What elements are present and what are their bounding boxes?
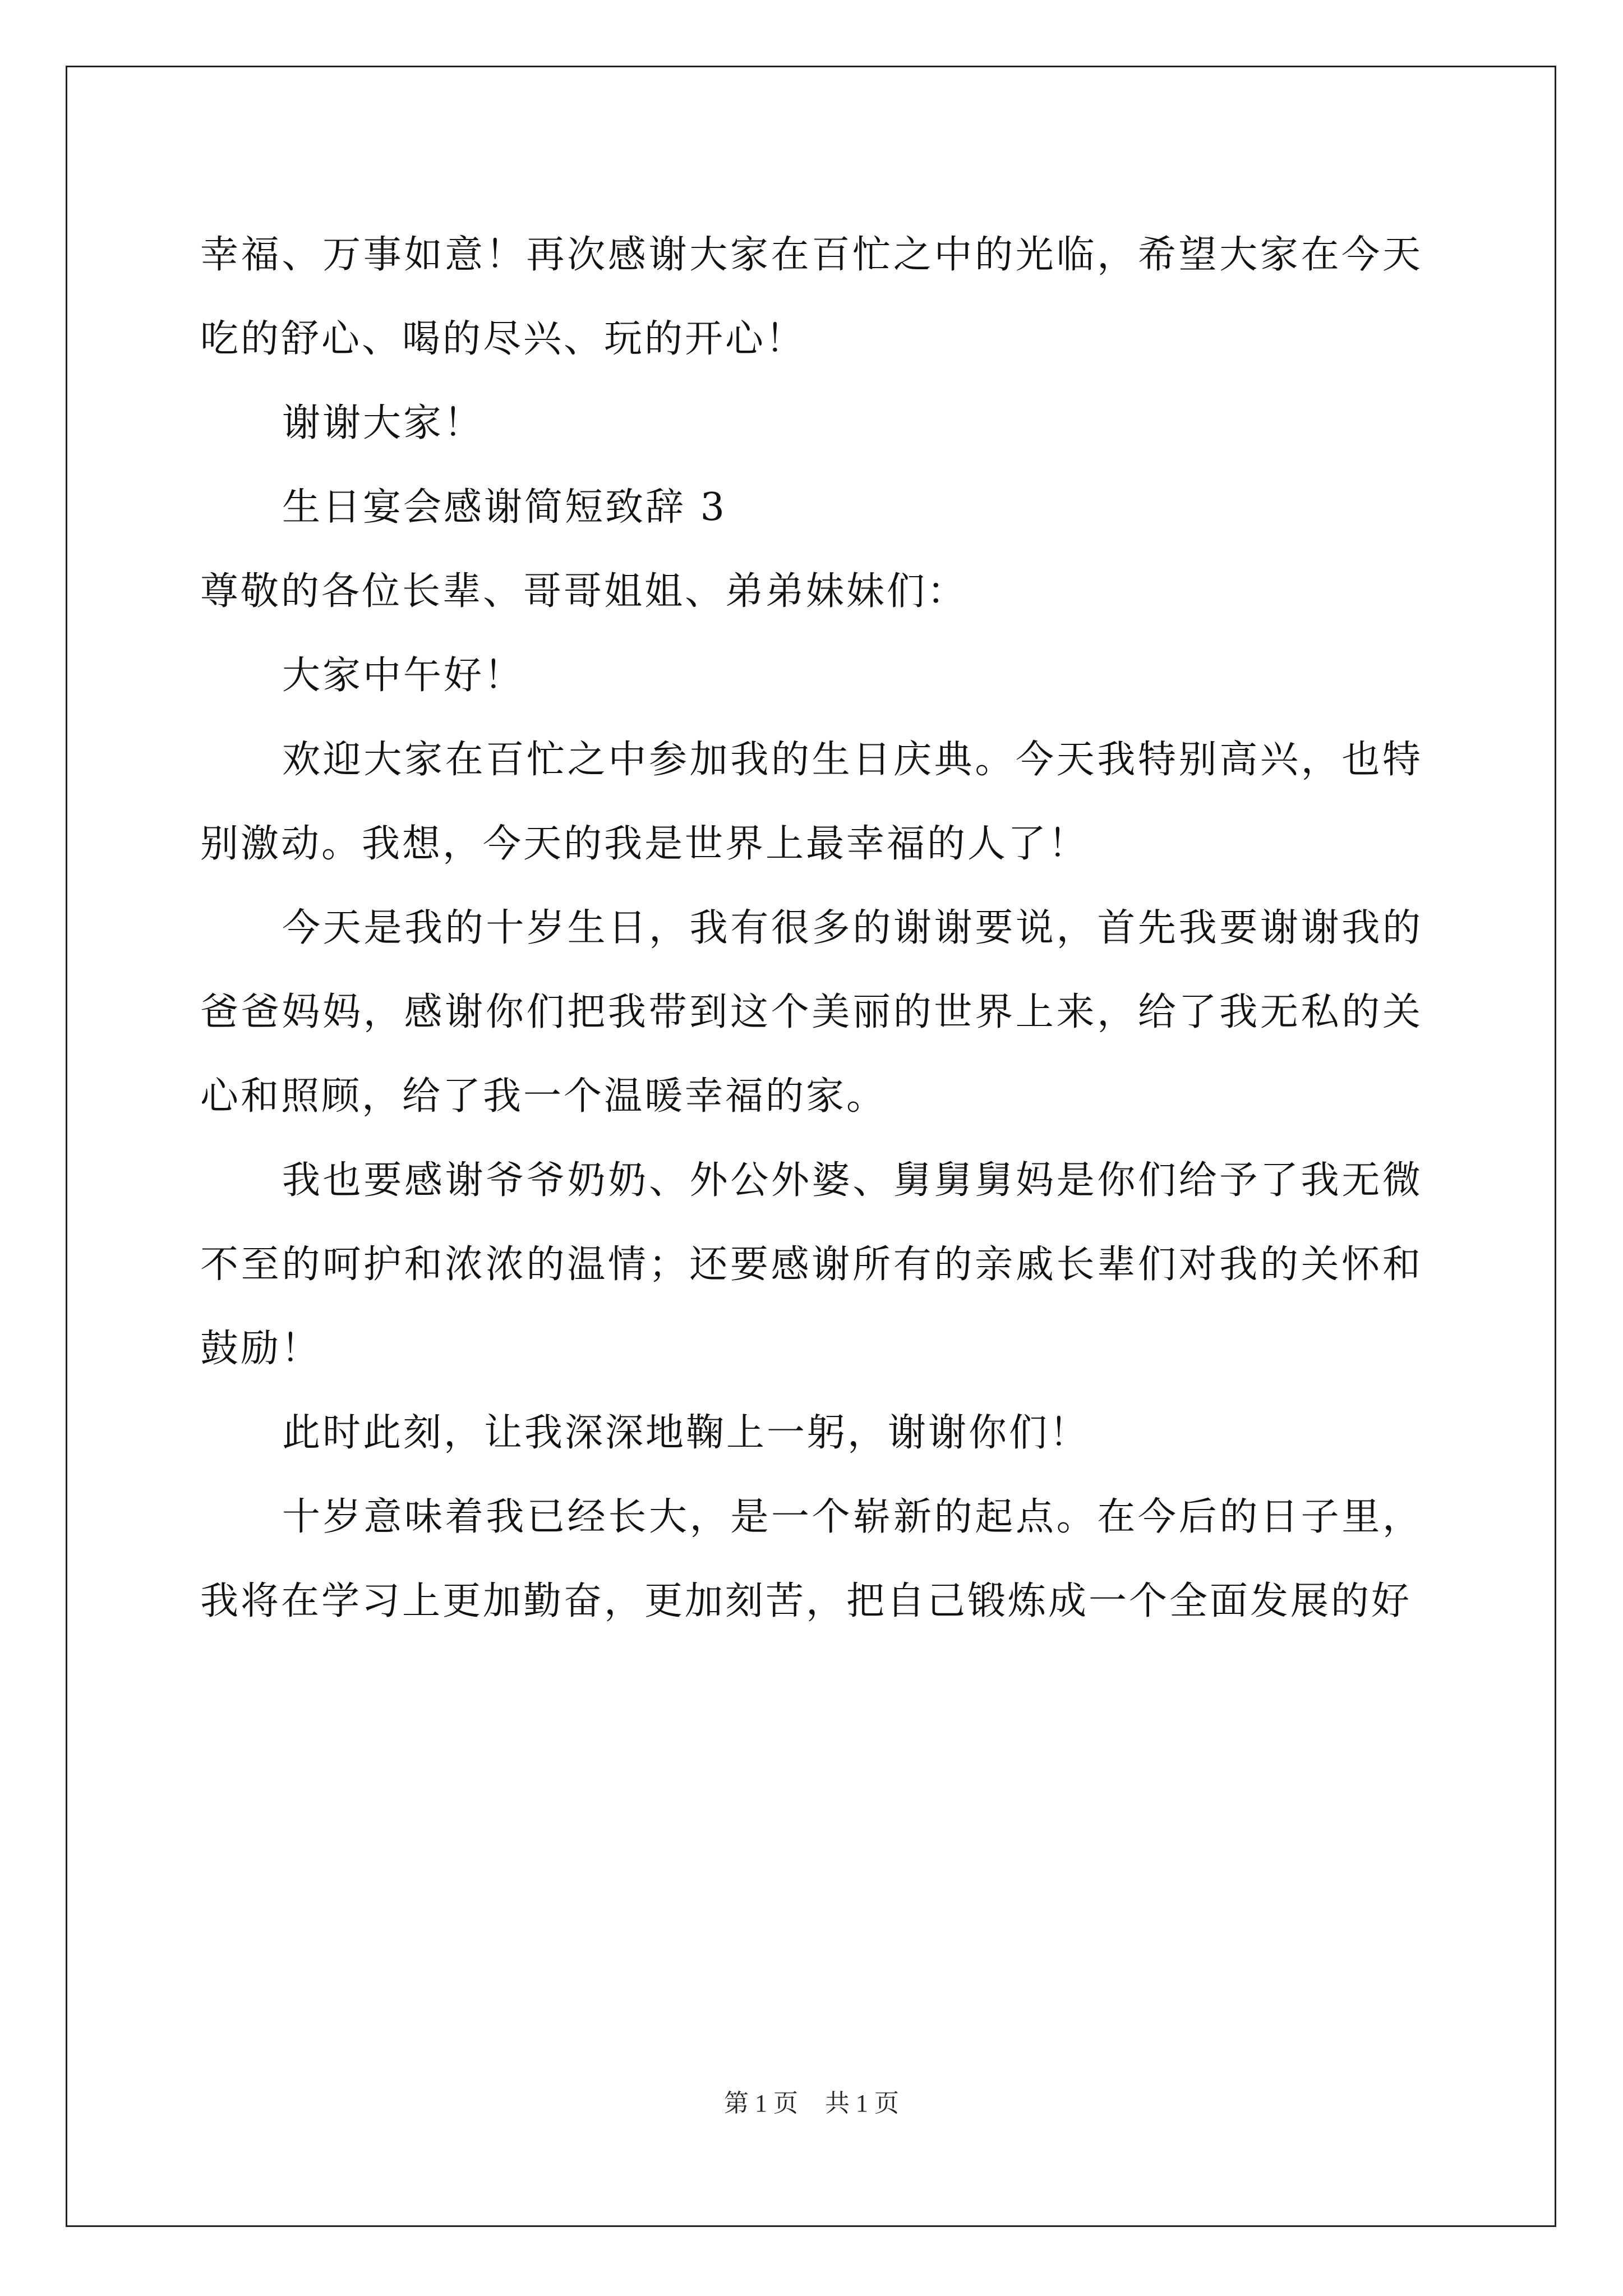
paragraph: 十岁意味着我已经长大，是一个崭新的起点。在今后的日子里，我将在学习上更加勤奋，更加刻苦，把自己锻炼成一个全面发展的好 (200, 1495, 1423, 1623)
salutation: 尊敬的各位长辈、哥哥姐姐、弟弟妹妹们： (200, 569, 968, 614)
document-body (200, 213, 1423, 1644)
paragraph: 此时此刻，让我深深地鞠上一躬，谢谢你们！ (282, 1411, 1090, 1455)
paragraph: 今天是我的十岁生日，我有很多的谢谢要说，首先我要谢谢我的爸爸妈妈，感谢你们把我带到这个美丽的世界上来，给了我无私的关心和照顾，给了我一个温暖幸福的家。 (200, 906, 1423, 1119)
paragraph: 幸福、万事如意！再次感谢大家在百忙之中的光临，希望大家在今天吃的舒心、喝的尽兴、玩的开心！ (200, 233, 1423, 361)
greeting: 大家中午好！ (282, 654, 525, 698)
section-heading: 生日宴会感谢简短致辞 3 (282, 485, 727, 530)
page-number: 第 1 页 (724, 2090, 798, 2117)
page-total: 共 1 页 (825, 2090, 899, 2117)
page-footer (0, 2087, 1623, 2120)
paragraph: 谢谢大家！ (282, 401, 485, 445)
paragraph: 欢迎大家在百忙之中参加我的生日庆典。今天我特别高兴，也特别激动。我想，今天的我是世界上最幸福的人了！ (200, 738, 1423, 866)
paragraph: 我也要感谢爷爷奶奶、外公外婆、舅舅舅妈是你们给予了我无微不至的呵护和浓浓的温情；还要感谢所有的亲戚长辈们对我的关怀和鼓励！ (200, 1158, 1423, 1371)
